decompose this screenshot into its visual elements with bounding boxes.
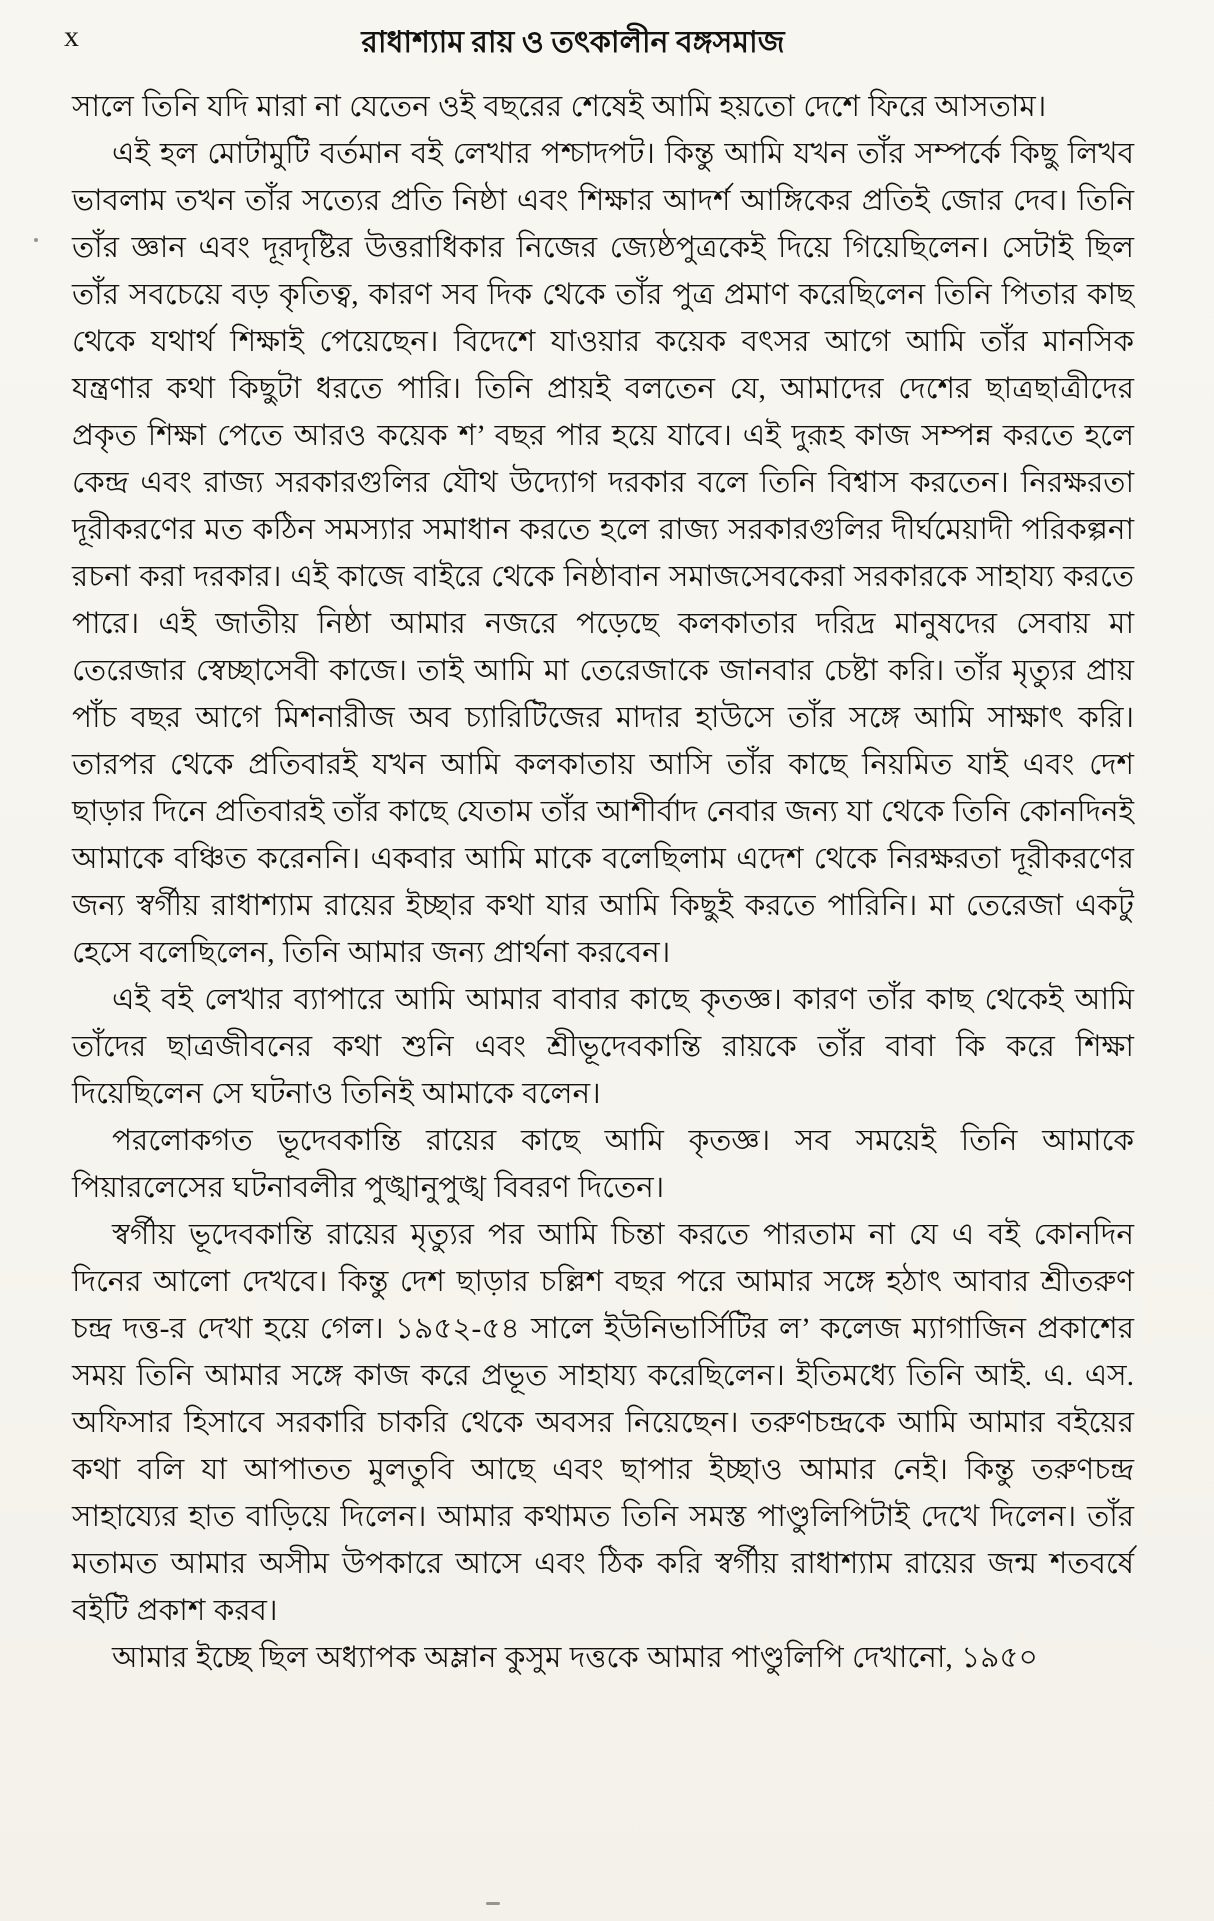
paragraph: এই হল মোটামুটি বর্তমান বই লেখার পশ্চাদপট। কিন্তু আমি যখন তাঁর সম্পর্কে কিছু লিখব ভাবলাম তখন তাঁর সত্যের প্রতি নিষ্ঠা এবং শিক্ষার আদর্শ আঙ্গিকের প্রতিই জোর দেব। তিনি তাঁর জ্ঞান এবং দূরদৃষ্টির উত্তরাধিকার নিজের জ্যেষ্ঠপুত্রকেই দিয়ে গিয়েছিলেন। সেটাই ছিল তাঁর সবচেয়ে বড় কৃতিত্ব, কারণ সব দিক থেকে তাঁর পুত্র প্রমাণ করেছিলেন তিনি পিতার কাছ থেকে যথার্থ শিক্ষাই পেয়েছেন। বিদেশে যাওয়ার কয়েক বৎসর আগে আমি তাঁর মানসিক যন্ত্রণার কথা কিছুটা ধরতে পারি। তিনি প্রায়ই বলতেন যে, আমাদের দেশের ছাত্রছাত্রীদের প্রকৃত শিক্ষা পেতে আরও কয়েক শ’ বছর পার হয়ে যাবে। এই দুরূহ কাজ সম্পন্ন করতে হলে কেন্দ্র এবং রাজ্য সরকারগুলির যৌথ উদ্যোগ দরকার বলে তিনি বিশ্বাস করতেন। নিরক্ষরতা দূরীকরণের মত কঠিন সমস্যার সমাধান করতে হলে রাজ্য সরকারগুলির দীর্ঘমেয়াদী পরিকল্পনা রচনা করা দরকার। এই কাজে বাইরে থেকে নিষ্ঠাবান সমাজসেবকেরা সরকারকে সাহায্য করতে পারে। এই জাতীয় নিষ্ঠা আমার নজরে পড়েছে কলকাতার দরিদ্র মানুষদের সেবায় মা তেরেজার স্বেচ্ছাসেবী কাজে। তাই আমি মা তেরেজাকে জানবার চেষ্টা করি। তাঁর মৃত্যুর প্রায় পাঁচ বছর আগে মিশনারীজ অব চ্যারিটিজের মাদার হাউসে তাঁর সঙ্গে আমি সাক্ষাৎ করি। তারপর থেকে প্রতিবারই যখন আমি কলকাতায় আসি তাঁর কাছে নিয়মিত যাই এবং দেশ ছাড়ার দিনে প্রতিবারই তাঁর কাছে যেতাম তাঁর আশীর্বাদ নেবার জন্য যা থেকে তিনি কোনদিনই আমাকে বঞ্চিত করেননি। একবার আমি মাকে বলেছিলাম এদেশ থেকে নিরক্ষরতা দূরীকরণের জন্য স্বর্গীয় রাধাশ্যাম রায়ের ইচ্ছার কথা যার আমি কিছুই করতে পারিনি। মা তেরেজা একটু হেসে বলেছিলেন, তিনি আমার জন্য প্রার্থনা করবেন।	[72, 138, 1134, 969]
paragraph: আমার ইচ্ছে ছিল অধ্যাপক অম্লান কুসুম দত্তকে আমার পাণ্ডুলিপি দেখানো, ১৯৫০	[112, 1642, 1038, 1674]
scan-artifact-dot	[34, 238, 38, 242]
paragraph: সালে তিনি যদি মারা না যেতেন ওই বছরের শেষেই আমি হয়তো দেশে ফিরে আসতাম।	[72, 91, 1047, 123]
page-header	[64, 18, 1134, 62]
scan-artifact-mark	[486, 1902, 500, 1905]
paragraph: স্বর্গীয় ভূদেবকান্তি রায়ের মৃত্যুর পর আমি চিন্তা করতে পারতাম না যে এ বই কোনদিন দিনের আলো দেখবে। কিন্তু দেশ ছাড়ার চল্লিশ বছর পরে আমার সঙ্গে হঠাৎ আবার শ্রীতরুণ চন্দ্র দত্ত-র দেখা হয়ে গেল। ১৯৫২-৫৪ সালে ইউনিভার্সিটির ল’ কলেজ ম্যাগাজিন প্রকাশের সময় তিনি আমার সঙ্গে কাজ করে প্রভূত সাহায্য করেছিলেন। ইতিমধ্যে তিনি আই. এ. এস. অফিসার হিসাবে সরকারি চাকরি থেকে অবসর নিয়েছেন। তরুণচন্দ্রকে আমি আমার বইয়ের কথা বলি যা আপাতত মুলতুবি আছে এবং ছাপার ইচ্ছাও আমার নেই। কিন্তু তরুণচন্দ্র সাহায্যের হাত বাড়িয়ে দিলেন। আমার কথামত তিনি সমস্ত পাণ্ডুলিপিটাই দেখে দিলেন। তাঁর মতামত আমার অসীম উপকারে আসে এবং ঠিক করি স্বর্গীয় রাধাশ্যাম রায়ের জন্ম শতবর্ষে বইটি প্রকাশ করব।	[72, 1219, 1134, 1627]
page-number: x	[64, 20, 80, 53]
paragraph: পরলোকগত ভূদেবকান্তি রায়ের কাছে আমি কৃতজ্ঞ। সব সময়েই তিনি আমাকে পিয়ারলেসের ঘটনাবলীর পুঙ্খানুপুঙ্খ বিবরণ দিতেন।	[72, 1125, 1134, 1204]
paragraph: এই বই লেখার ব্যাপারে আমি আমার বাবার কাছে কৃতজ্ঞ। কারণ তাঁর কাছ থেকেই আমি তাঁদের ছাত্রজীবনের কথা শুনি এবং শ্রীভূদেবকান্তি রায়কে তাঁর বাবা কি করে শিক্ষা দিয়েছিলেন সে ঘটনাও তিনিই আমাকে বলেন।	[72, 984, 1134, 1110]
body-text	[72, 84, 1134, 1682]
page-title: রাধাশ্যাম রায় ও তৎকালীন বঙ্গসমাজ	[361, 26, 785, 59]
